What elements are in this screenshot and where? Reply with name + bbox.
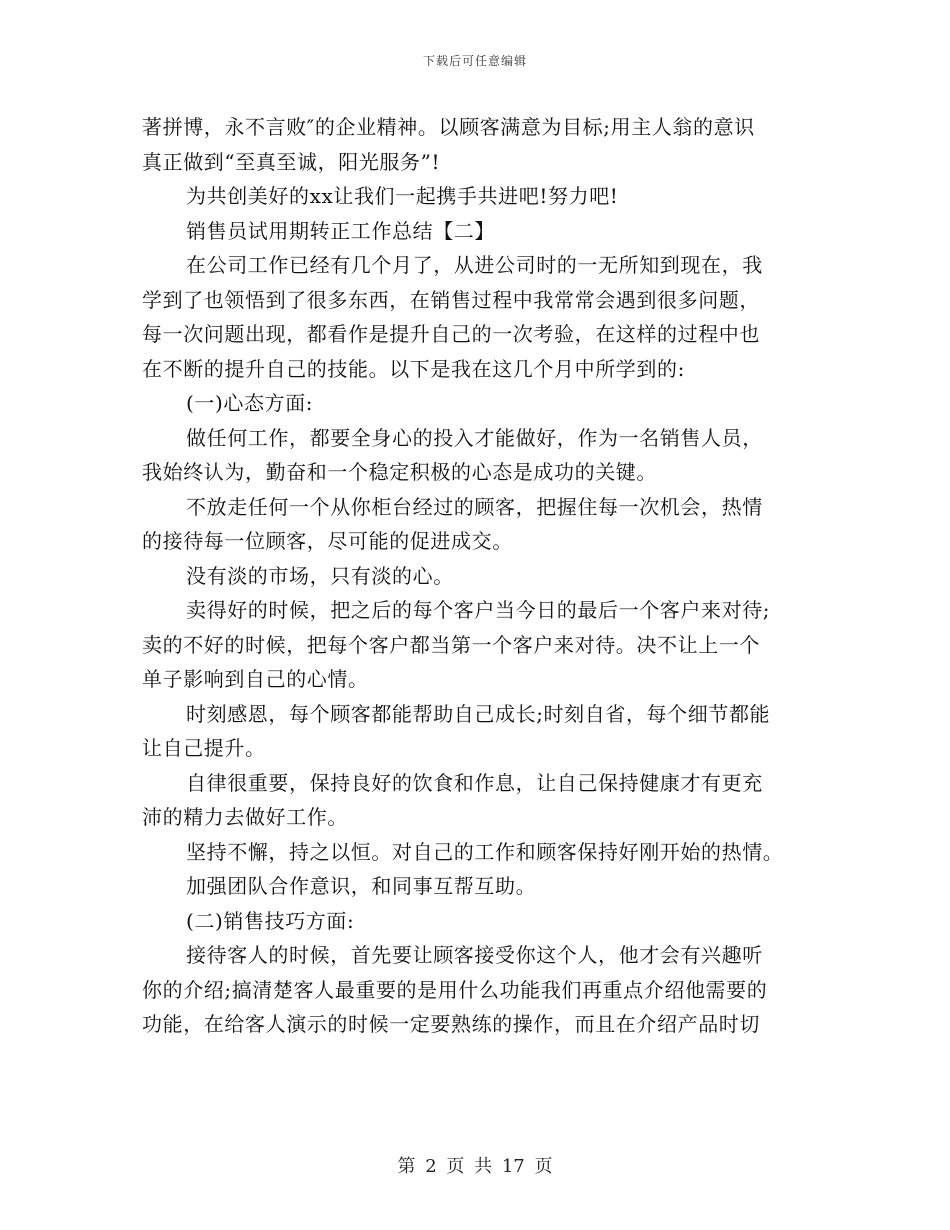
text-line: 让自己提升。 [142,736,266,760]
text-line: 为共创美好的xx让我们一起携手共进吧!努力吧! [186,184,619,208]
text-line: 自律很重要，保持良好的饮食和作息，让自己保持健康才有更充 [186,770,763,795]
text-line: 著拼博，永不言败″的企业精神。以顾客满意为目标;用主人翁的意识 [142,115,755,139]
text-line: 每一次问题出现，都看作是提升自己的一次考验，在这样的过程中也 [142,322,760,346]
text-line: 真正做到“至真至诚，阳光服务”! [142,149,441,174]
text-line: 学到了也领悟到了很多东西，在销售过程中我常常会遇到很多问题， [142,287,760,312]
text-line: (二)销售技巧方面: [186,908,355,933]
text-line: 在不断的提升自己的技能。以下是我在这几个月中所学到的: [142,356,685,381]
text-line: (一)心态方面: [186,391,314,415]
text-line: 卖得好的时候，把之后的每个客户当今日的最后一个客户来对待; [186,598,771,622]
text-line: 在公司工作已经有几个月了，从进公司时的一无所知到现在，我 [186,253,763,277]
text-line: 加强团队合作意识，和同事互帮互助。 [186,874,537,898]
text-line: 我始终认为，勤奋和一个稳定积极的心态是成功的关键。 [142,460,657,484]
text-line: 功能，在给客人演示的时候一定要熟练的操作，而且在介绍产品时切 [142,1012,760,1036]
page-footer: 第 2 页 共 17 页 [397,1156,553,1177]
text-line: 没有淡的市场，只有淡的心。 [186,563,454,588]
text-line: 沛的精力去做好工作。 [142,805,348,829]
text-line: 你的介绍;搞清楚客人最重要的是用什么功能我们再重点介绍他需要的 [142,977,768,1002]
text-line: 坚持不懈，持之以恒。对自己的工作和顾客保持好刚开始的热情。 [186,839,784,864]
page-header: 下载后可任意编辑 [422,54,527,68]
text-line: 的接待每一位顾客，尽可能的促进成交。 [142,529,513,553]
text-line: 卖的不好的时候，把每个客户都当第一个客户来对待。决不让上一个 [142,632,760,657]
text-line: 时刻感恩，每个顾客都能帮助自己成长;时刻自省，每个细节都能 [186,701,771,726]
text-line: 不放走任何一个从你柜台经过的顾客，把握住每一次机会，热情 [186,494,763,519]
document-body [142,110,814,1042]
text-line: 销售员试用期转正工作总结【二】 [186,218,495,243]
text-line: 做任何工作，都要全身心的投入才能做好，作为一名销售人员， [186,425,763,450]
text-line: 接待客人的时候，首先要让顾客接受你这个人，他才会有兴趣听 [186,943,763,967]
text-line: 单子影响到自己的心情。 [142,667,369,691]
